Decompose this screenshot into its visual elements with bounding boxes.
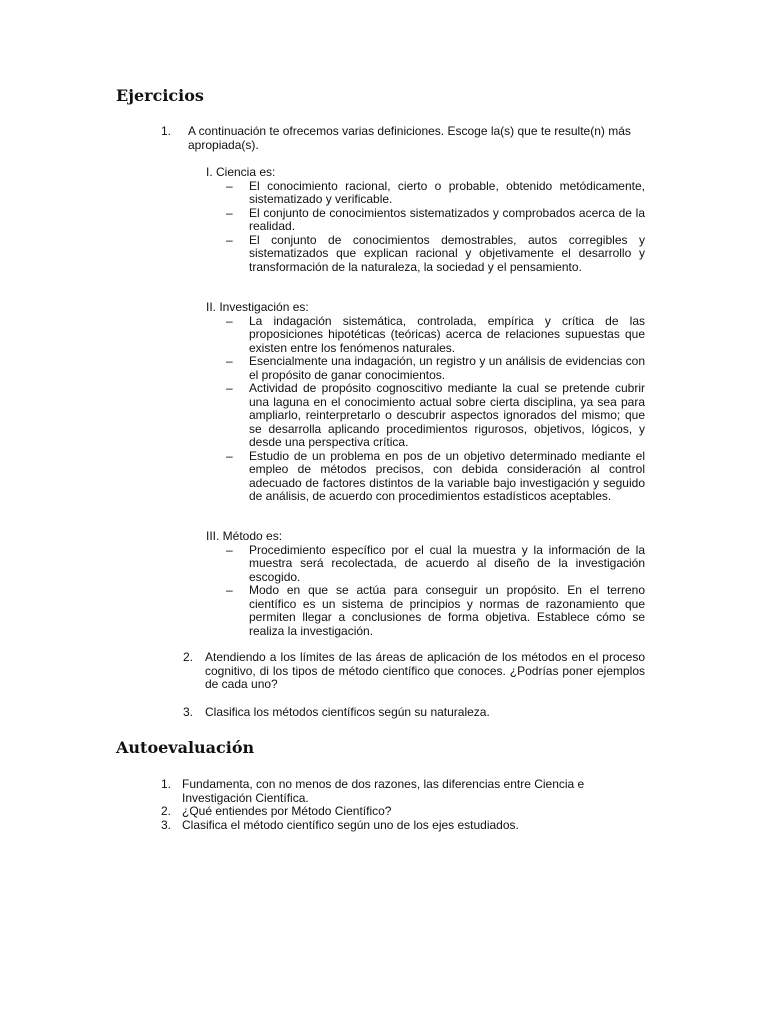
question-2 xyxy=(183,651,645,692)
autoevaluacion-heading: Autoevaluación xyxy=(116,738,255,757)
question-3-number: 3. xyxy=(183,705,194,719)
list-item xyxy=(206,450,645,504)
list-item xyxy=(206,315,645,356)
list-item xyxy=(206,355,645,382)
list-item-number: 2. xyxy=(161,804,172,818)
list-item xyxy=(206,382,645,450)
dash-bullet: – xyxy=(226,354,233,368)
question-3-text: Clasifica los métodos científicos según su naturaleza. xyxy=(205,705,490,719)
list-item-text: El conocimiento racional, cierto o probable, obtenido metódicamente, sistematizado y verificable. xyxy=(249,178,645,206)
dash-bullet: – xyxy=(226,313,233,328)
question-1 xyxy=(161,125,641,152)
list-item-text: Modo en que se actúa para conseguir un propósito. En el terreno científico es un sistema de principios y normas de razonamiento que permiten llegar a conclusiones de forma objetiva. Establece cómo se realiza la investigación. xyxy=(249,583,645,638)
list-item-number: 3. xyxy=(161,817,172,832)
list-item-text: Procedimiento específico por el cual la muestra y la información de la muestra será recolectada, de acuerdo al diseño de la investigación escogido. xyxy=(249,542,645,584)
dash-bullet: – xyxy=(226,178,233,193)
list-item-text: Esencialmente una indagación, un registro y un análisis de evidencias con el propósito de ganar conocimientos. xyxy=(249,354,645,382)
question-1-text: A continuación te ofrecemos varias definiciones. Escoge la(s) que te resulte(n) más apropiada(s). xyxy=(188,124,631,152)
section-metodo xyxy=(206,530,645,638)
dash-bullet: – xyxy=(226,232,233,247)
ejercicios-heading: Ejercicios xyxy=(116,86,204,105)
section-ciencia xyxy=(206,166,645,274)
list-item-text: El conjunto de conocimientos demostrables, autos corregibles y sistematizados que explican racional y objetivamente el desarrollo y transformación de la naturaleza, la sociedad y el pensamiento. xyxy=(249,232,645,274)
list-item xyxy=(206,544,645,585)
list-item xyxy=(161,805,621,819)
section-investigacion xyxy=(206,301,645,504)
list-item-text: La indagación sistemática, controlada, empírica y crítica de las proposiciones hipotéticas (teóricas) acerca de relaciones supuestas que existen entre los fenómenos naturales. xyxy=(249,313,645,355)
list-item xyxy=(206,234,645,275)
dash-bullet: – xyxy=(226,448,233,463)
list-item xyxy=(161,819,621,833)
list-item-text: Actividad de propósito cognoscitivo mediante la cual se pretende cubrir una laguna en el conocimiento actual sobre cierta disciplina, ya sea para ampliarlo, reinterpretarlo o descubrir aspectos ignorados del mismo; que se desarrolla aplicando procedimientos rigurosos, objetivos, lógicos, y desde una perspectiva crítica. xyxy=(249,381,645,449)
list-item xyxy=(206,584,645,638)
dash-bullet: – xyxy=(226,205,233,220)
section-ciencia-title: I. Ciencia es: xyxy=(206,165,276,179)
dash-bullet: – xyxy=(226,381,233,395)
question-3 xyxy=(183,706,645,720)
section-metodo-title: III. Método es: xyxy=(206,529,283,543)
dash-bullet: – xyxy=(226,583,233,597)
question-1-number: 1. xyxy=(161,124,172,138)
list-item-text: Clasifica el método científico según uno de los ejes estudiados. xyxy=(182,817,519,832)
section-investigacion-title: II. Investigación es: xyxy=(206,300,309,314)
list-item-text: Estudio de un problema en pos de un objetivo determinado mediante el empleo de métodos precisos, con debida consideración al control adecuado de factores distintos de la variable bajo investigación y seguido de análisis, de acuerdo con procedimientos estadísticos aceptables. xyxy=(249,448,645,503)
list-item xyxy=(206,180,645,207)
list-item-text: El conjunto de conocimientos sistematizados y comprobados acerca de la realidad. xyxy=(249,205,645,233)
list-item xyxy=(206,207,645,234)
list-item-text: Fundamenta, con no menos de dos razones, las diferencias entre Ciencia e Investigación Científica. xyxy=(182,777,585,805)
autoevaluacion-list xyxy=(161,778,621,832)
list-item xyxy=(161,778,621,805)
question-2-number: 2. xyxy=(183,650,194,664)
list-item-text: ¿Qué entiendes por Método Científico? xyxy=(182,804,392,818)
question-2-text: Atendiendo a los límites de las áreas de aplicación de los métodos en el proceso cognitivo, di los tipos de método científico que conoces. ¿Podrías poner ejemplos de cada uno? xyxy=(205,650,645,691)
list-item-number: 1. xyxy=(161,777,172,791)
dash-bullet: – xyxy=(226,542,233,557)
